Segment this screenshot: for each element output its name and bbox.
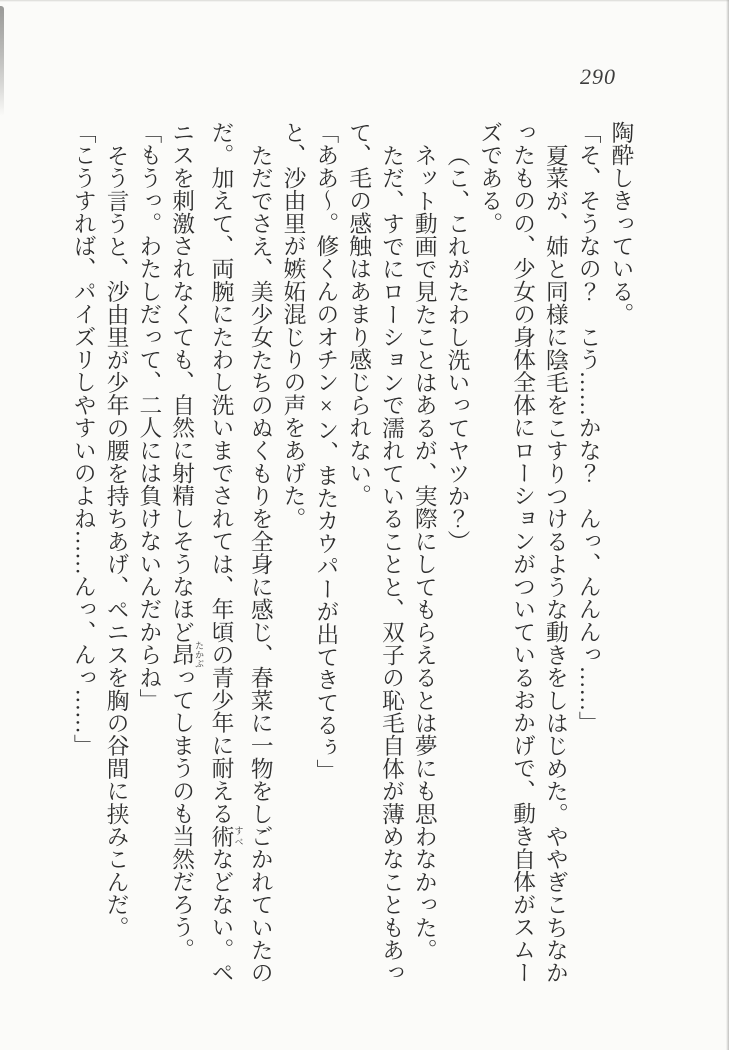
- text-line: 「そ、そうなの？ こう……かな？ んっ、んんんっ……」: [576, 121, 602, 734]
- text-line: て、毛の感触はあまり感じられない。: [346, 121, 372, 507]
- text-line: 夏菜が、姉と同様に陰毛をこすりつけるような動きをしはじめた。ややぎこちなか: [543, 143, 569, 984]
- page-number: 290: [580, 64, 616, 89]
- text-line: （こ、これがたわし洗いってヤツか？）: [445, 143, 471, 553]
- text-line: と、沙由里が嫉妬混じりの声をあげた。: [281, 121, 307, 530]
- scan-edge-top: [0, 0, 729, 2]
- text-line: ネット動画で見たことはあるが、実際にしてもらえるとは夢にも思わなかった。: [412, 143, 438, 961]
- text-line: ニスを刺激されなくても、自然に射精しそうなほど昂 たかぶってしまうのも当然だろう。: [169, 121, 205, 961]
- text-line: だ。加えて、両腕にたわし洗いまでされては、年頃の青少年に耐える術 すべなどない。ペ: [208, 121, 244, 984]
- text-line: 「ああ〜。修くんのオチン×ン、またカウパーが出てきてるぅ」: [313, 121, 339, 782]
- text-line: ただ、すでにローションで濡れていることと、双子の恥毛自体が薄めなこともあっ: [379, 143, 405, 984]
- text-line: ズである。: [477, 121, 503, 235]
- text-block: [71, 121, 637, 985]
- text-line: そう言うと、沙由里が少年の腰を持ちあげ、ペニスを胸の谷間に挟みこんだ。: [104, 143, 130, 939]
- text-line: ただでさえ、美少女たちのぬくもりを全身に感じ、春菜に一物をしごかれていたの: [248, 143, 274, 984]
- text-line: 「こうすれば、パイズリしやすいのよね……んっ、んっ……」: [71, 121, 97, 757]
- text-line: ったものの、少女の身体全体にローションがついているおかげで、動き自体がスムー: [510, 121, 536, 984]
- text-line: 陶酔しきっている。: [609, 121, 634, 326]
- scan-artifact: [0, 6, 4, 116]
- text-line: 「もうっ。わたしだって、二人には負けないんだからね」: [136, 121, 162, 712]
